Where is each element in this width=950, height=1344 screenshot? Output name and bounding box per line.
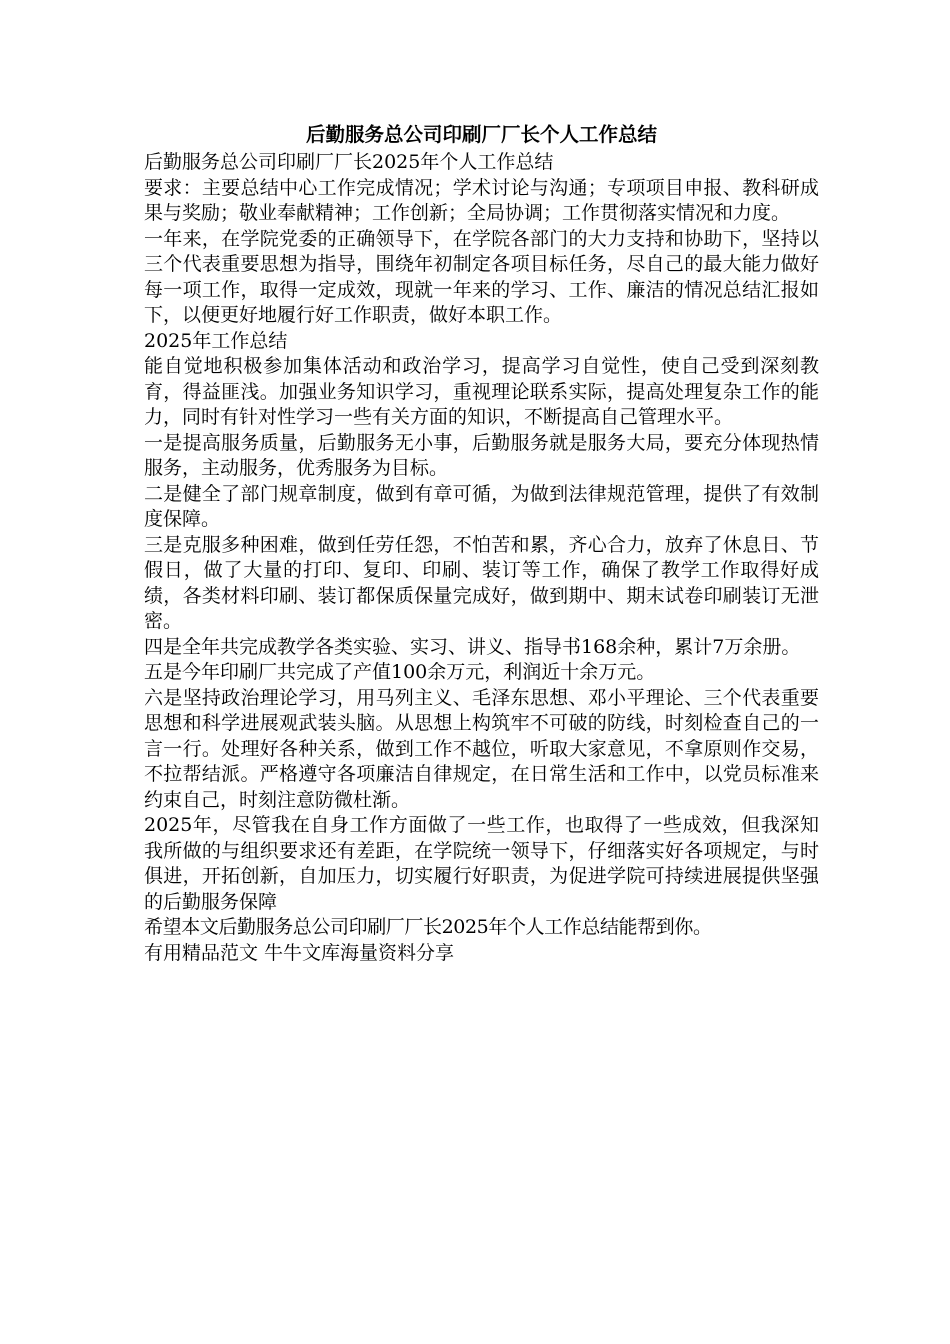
- point-one-paragraph: 一是提高服务质量，后勤服务无小事，后勤服务就是服务大局，要充分体现热情服务，主动服务，优秀服务为目标。: [144, 431, 819, 479]
- section-heading: 2025年工作总结: [144, 329, 288, 352]
- document-title: 后勤服务总公司印刷厂厂长个人工作总结: [305, 123, 657, 146]
- point-three-paragraph: 三是克服多种困难，做到任劳任怨，不怕苦和累，齐心合力，放弃了休息日、节假日，做了大量的打印、复印、印刷、装订等工作，确保了教学工作取得好成绩，各类材料印刷、装订都保质保量完成好，做到期中、期末试卷印刷装订无泄密。: [144, 533, 819, 632]
- study-paragraph: 能自觉地积极参加集体活动和政治学习，提高学习自觉性，使自己受到深刻教育，得益匪浅。加强业务知识学习，重视理论联系实际，提高处理复杂工作的能力，同时有针对性学习一些有关方面的知识，不断提高自己管理水平。: [144, 355, 819, 428]
- requirements-paragraph: 要求：主要总结中心工作完成情况；学术讨论与沟通；专项项目申报、教科研成果与奖励；敬业奉献精神；工作创新；全局协调；工作贯彻落实情况和力度。: [144, 176, 819, 224]
- point-four-paragraph: 四是全年共完成教学各类实验、实习、讲义、指导书168余种，累计7万余册。: [144, 635, 801, 658]
- footer-note: 有用精品范文 牛牛文库海量资料分享: [144, 941, 455, 964]
- document-body: [144, 120, 819, 966]
- closing-note: 希望本文后勤服务总公司印刷厂厂长2025年个人工作总结能帮到你。: [144, 916, 712, 938]
- conclusion-paragraph: 2025年，尽管我在自身工作方面做了一些工作，也取得了一些成效，但我深知我所做的与组织要求还有差距，在学院统一领导下，仔细落实好各项规定，与时俱进，开拓创新，自加压力，切实履行好职责，为促进学院可持续进展提供坚强的后勤服务保障: [144, 814, 819, 913]
- point-two-paragraph: 二是健全了部门规章制度，做到有章可循，为做到法律规范管理，提供了有效制度保障。: [144, 482, 819, 530]
- point-six-paragraph: 六是坚持政治理论学习，用马列主义、毛泽东思想、邓小平理论、三个代表重要思想和科学进展观武装头脑。从思想上构筑牢不可破的防线，时刻检查自己的一言一行。处理好各种关系，做到工作不越位，听取大家意见，不拿原则作交易，不拉帮结派。严格遵守各项廉洁自律规定，在日常生活和工作中，以党员标准来约束自己，时刻注意防微杜渐。: [144, 686, 819, 811]
- subtitle-paragraph: 后勤服务总公司印刷厂厂长2025年个人工作总结: [144, 151, 554, 173]
- intro-paragraph: 一年来，在学院党委的正确领导下，在学院各部门的大力支持和协助下，坚持以三个代表重要思想为指导，围绕年初制定各项目标任务，尽自己的最大能力做好每一项工作，取得一定成效，现就一年来的学习、工作、廉洁的情况总结汇报如下，以便更好地履行好工作职责，做好本职工作。: [144, 227, 819, 326]
- point-five-paragraph: 五是今年印刷厂共完成了产值100余万元，利润近十余万元。: [144, 661, 656, 683]
